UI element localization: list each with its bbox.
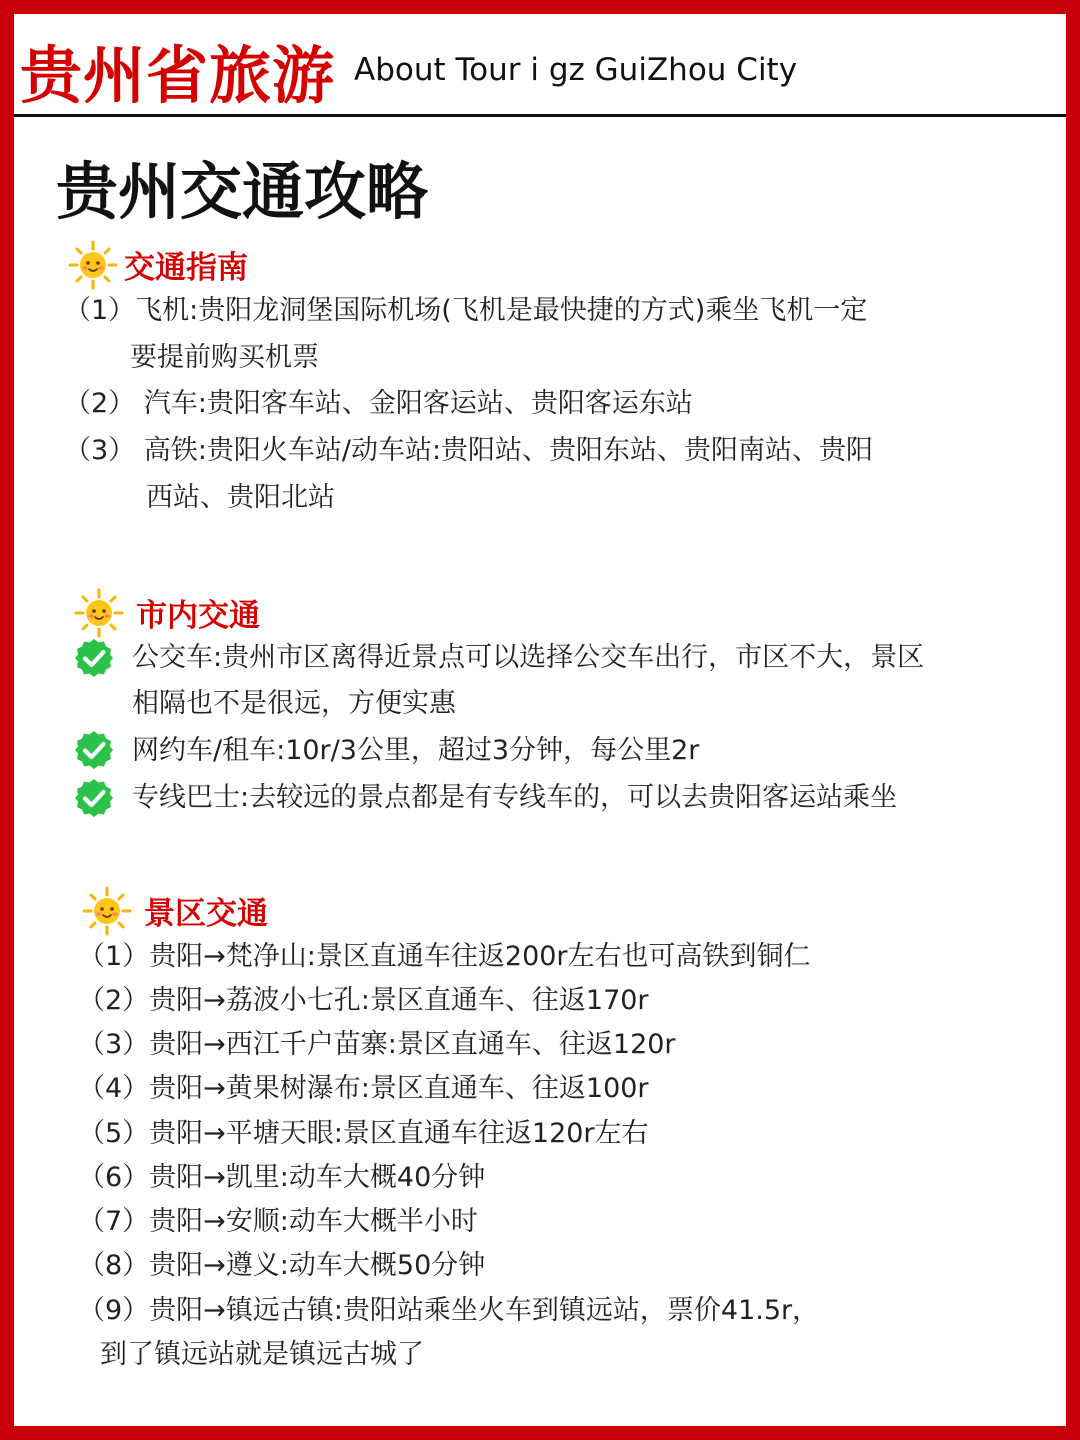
section-guide-title: 交通指南: [124, 250, 248, 286]
scenic-line-8: （8）贵阳→遵义:动车大概50分钟: [78, 1250, 486, 1281]
city-line-1: 公交车:贵州市区离得近景点可以选择公交车出行，市区不大，景区: [132, 642, 925, 673]
header: [14, 14, 1066, 117]
brand-subtitle: About Tour i gz GuiZhou City: [354, 52, 798, 88]
sun-icon: [68, 240, 118, 290]
scenic-line-5: （5）贵阳→平塘天眼:景区直通车往返120r左右: [78, 1118, 649, 1149]
check-badge-icon: [74, 730, 114, 770]
sun-icon: [82, 886, 132, 936]
city-line-4: 专线巴士:去较远的景点都是有专线车的，可以去贵阳客运站乘坐: [132, 782, 898, 813]
brand-title: 贵州省旅游: [20, 39, 336, 112]
scenic-line-2: （2）贵阳→荔波小七孔:景区直通车、往返170r: [78, 985, 649, 1016]
check-badge-icon: [74, 778, 114, 818]
section-city-title: 市内交通: [136, 598, 260, 634]
scenic-line-7: （7）贵阳→安顺:动车大概半小时: [78, 1206, 478, 1237]
scenic-line-4: （4）贵阳→黄果树瀑布:景区直通车、往返100r: [78, 1073, 649, 1104]
city-line-3: 网约车/租车:10r/3公里，超过3分钟，每公里2r: [132, 735, 700, 766]
guide-line-2: 要提前购买机票: [130, 342, 319, 373]
check-badge-icon: [74, 638, 114, 678]
guide-line-3: （2） 汽车:贵阳客车站、金阳客运站、贵阳客运东站: [64, 388, 693, 419]
guide-line-1: （1）飞机:贵阳龙洞堡国际机场(飞机是最快捷的方式)乘坐飞机一定: [64, 295, 868, 326]
scenic-line-6: （6）贵阳→凯里:动车大概40分钟: [78, 1162, 486, 1193]
city-line-2: 相隔也不是很远，方便实惠: [132, 688, 456, 719]
sun-icon: [74, 588, 124, 638]
guide-line-5: 西站、贵阳北站: [146, 482, 335, 513]
scenic-line-1: （1）贵阳→梵净山:景区直通车往返200r左右也可高铁到铜仁: [78, 941, 811, 972]
scenic-line-9: （9）贵阳→镇远古镇:贵阳站乘坐火车到镇远站，票价41.5r，: [78, 1295, 820, 1326]
page-title: 贵州交通攻略: [56, 155, 429, 228]
page: [14, 14, 1066, 1426]
scenic-line-3: （3）贵阳→西江千户苗寨:景区直通车、往返120r: [78, 1029, 676, 1060]
guide-line-4: （3） 高铁:贵阳火车站/动车站:贵阳站、贵阳东站、贵阳南站、贵阳: [64, 435, 874, 466]
scenic-line-10: 到了镇远站就是镇远古城了: [100, 1339, 424, 1370]
section-scenic-title: 景区交通: [144, 896, 268, 932]
